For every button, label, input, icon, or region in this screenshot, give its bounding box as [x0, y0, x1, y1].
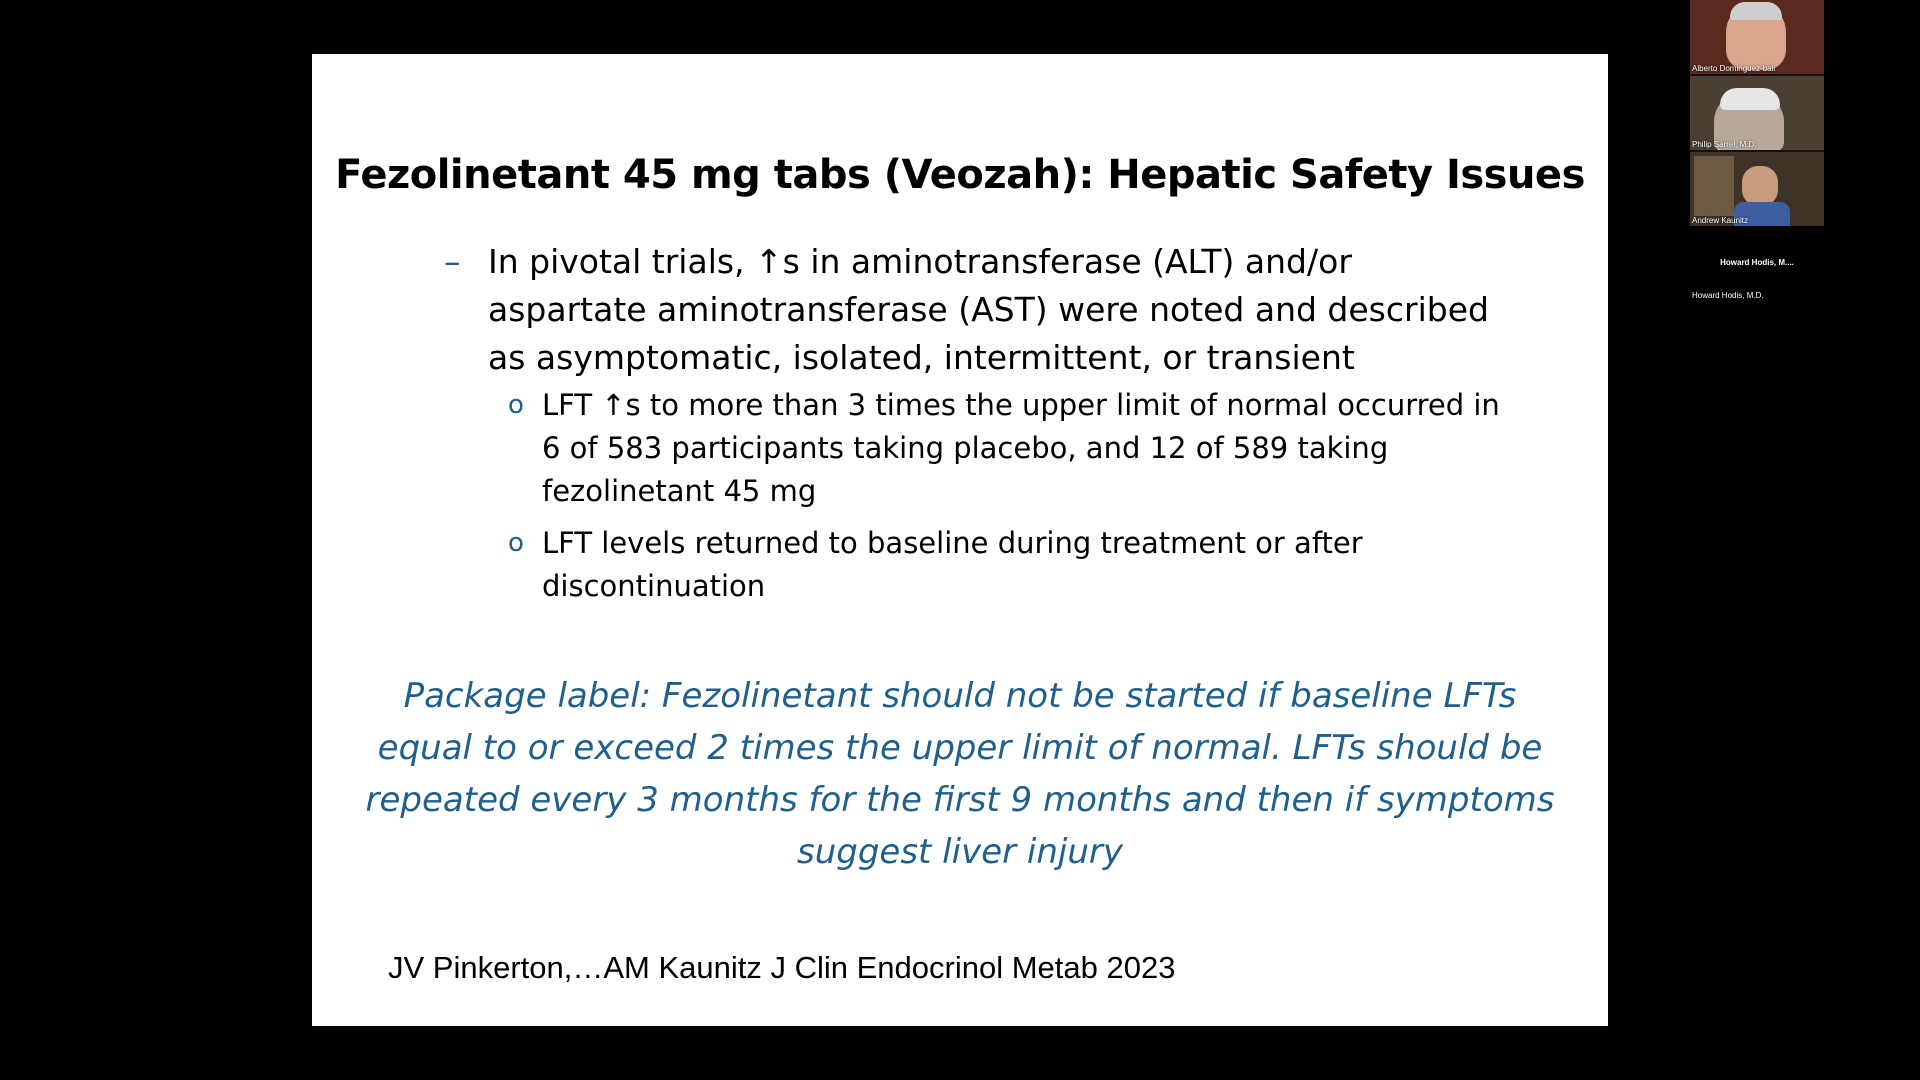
presentation-slide	[312, 54, 1608, 1026]
avatar-hair	[1730, 2, 1782, 20]
sub-bullet-text: LFT ↑s to more than 3 times the upper limit of normal occurred in 6 of 583 participants taking placebo, and 12 of 589 taking fezolinetant 45 mg	[542, 388, 1500, 508]
circle-bullet-icon: o	[508, 528, 524, 558]
dash-bullet-icon: –	[444, 242, 461, 281]
participant-name-center: Howard Hodis, M....	[1720, 258, 1794, 267]
main-bullet	[444, 238, 1504, 382]
avatar-hair	[1720, 88, 1780, 110]
participant-name: Howard Hodis, M.D.	[1692, 291, 1764, 300]
circle-bullet-icon: o	[508, 390, 524, 420]
avatar	[1742, 166, 1778, 206]
participant-tile[interactable]	[1690, 152, 1824, 226]
sub-bullet-text: LFT levels returned to baseline during treatment or after discontinuation	[542, 526, 1363, 603]
participant-name: Philip Sarrel, M.D.	[1692, 140, 1757, 149]
slide-title: Fezolinetant 45 mg tabs (Veozah): Hepatic Safety Issues	[335, 152, 1585, 198]
package-label-note: Package label: Fezolinetant should not be started if baseline LFTs equal to or exceed 2 times the upper limit of normal. LFTs should be repeated every 3 months for the first 9 months and then if symptoms suggest liver injury	[365, 676, 1555, 872]
participant-name: Alberto Dominguez-bali	[1692, 64, 1776, 73]
participant-gallery	[1690, 0, 1824, 302]
main-bullet-text: In pivotal trials, ↑s in aminotransferase (ALT) and/or aspartate aminotransferase (AST) were noted and described as asymptomatic, isolated, intermittent, or transient	[488, 242, 1489, 377]
participant-tile[interactable]	[1690, 226, 1824, 302]
participant-name: Andrew Kaunitz	[1692, 216, 1749, 225]
participant-tile[interactable]	[1690, 0, 1824, 74]
sub-bullet-2	[508, 522, 1518, 608]
citation: JV Pinkerton,…AM Kaunitz J Clin Endocrinol Metab 2023	[388, 950, 1176, 985]
bookshelf	[1694, 156, 1734, 216]
sub-bullet-1	[508, 384, 1518, 513]
participant-tile[interactable]	[1690, 76, 1824, 150]
